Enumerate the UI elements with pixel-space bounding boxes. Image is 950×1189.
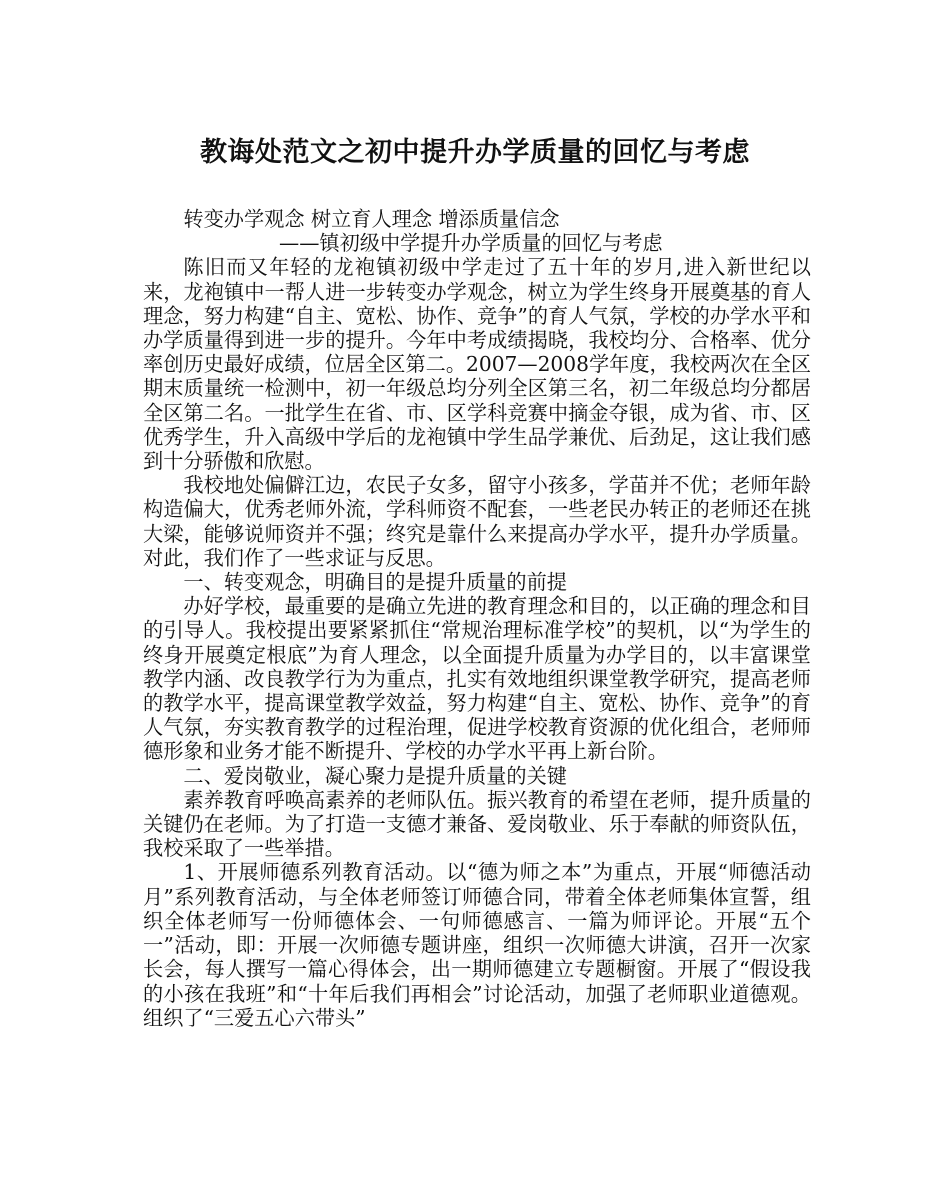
subtitle: ——镇初级中学提升办学质量的回忆与考虑 [279, 231, 663, 256]
paragraph-reflection: 我校地处偏僻江边，农民子女多，留守小孩多，学苗并不优；老师年龄构造偏大，优秀老师外流，学科师资不配套，一些老民办转正的老师还在挑大梁，能够说师资并不强；终究是靠什么来提高办学水平，提升办学质量。对此，我们作了一些求证与反思。 [143, 473, 811, 570]
document-body [143, 207, 811, 1030]
item-1-paragraph: 1、开展师德系列教育活动。以“德为师之本”为重点，开展“师德活动月”系列教育活动，与全体老师签订师德合同，带着全体老师集体宣誓，组织全体老师写一份师德体会、一句师德感言、一篇为师评论。开展“五个一”活动，即：开展一次师德专题讲座，组织一次师德大讲演，召开一次家长会，每人撰写一篇心得体会，出一期师德建立专题橱窗。开展了“假设我的小孩在我班”和“十年后我们再相会”讨论活动，加强了老师职业道德观。组织了“三爱五心六带头” [143, 860, 811, 1030]
section-2-heading: 二、爱岗敬业，凝心聚力是提升质量的关键 [183, 763, 567, 788]
section-1-paragraph: 办好学校，最重要的是确立先进的教育理念和目的，以正确的理念和目的引导人。我校提出要紧紧抓住“常规治理标准学校”的契机，以“为学生的终身开展奠定根底”为育人理念，以全面提升质量为办学目的，以丰富课堂教学内涵、改良教学行为为重点，扎实有效地组织课堂教学研究，提高老师的教学水平，提高课堂教学效益，努力构建“自主、宽松、协作、竞争”的育人气氛，夯实教育教学的过程治理，促进学校教育资源的优化组合，老师师德形象和业务才能不断提升、学校的办学水平再上新台阶。 [143, 594, 811, 764]
paragraph-intro: 陈旧而又年轻的龙袍镇初级中学走过了五十年的岁月,进入新世纪以来，龙袍镇中一帮人进一步转变办学观念，树立为学生终身开展奠基的育人理念，努力构建“自主、宽松、协作、竞争”的育人气氛，学校的办学水平和办学质量得到进一步的提升。今年中考成绩揭晓，我校均分、合格率、优分率创历史最好成绩，位居全区第二。2007—2008学年度，我校两次在全区期末质量统一检测中，初一年级总均分列全区第三名，初二年级总均分都居全区第二名。一批学生在省、市、区学科竞赛中摘金夺银，成为省、市、区优秀学生，升入高级中学后的龙袍镇中学生品学兼优、后劲足，这让我们感到十分骄傲和欣慰。 [143, 255, 812, 474]
headline: 转变办学观念 树立育人理念 增添质量信念 [183, 207, 560, 231]
section-2-paragraph: 素养教育呼唤高素养的老师队伍。振兴教育的希望在老师，提升质量的关键仍在老师。为了打造一支德才兼备、爱岗敬业、乐于奉献的师资队伍，我校采取了一些举措。 [143, 787, 811, 861]
document-title: 教诲处范文之初中提升办学质量的回忆与考虑 [200, 137, 750, 168]
section-1-heading: 一、转变观念，明确目的是提升质量的前提 [183, 570, 567, 595]
